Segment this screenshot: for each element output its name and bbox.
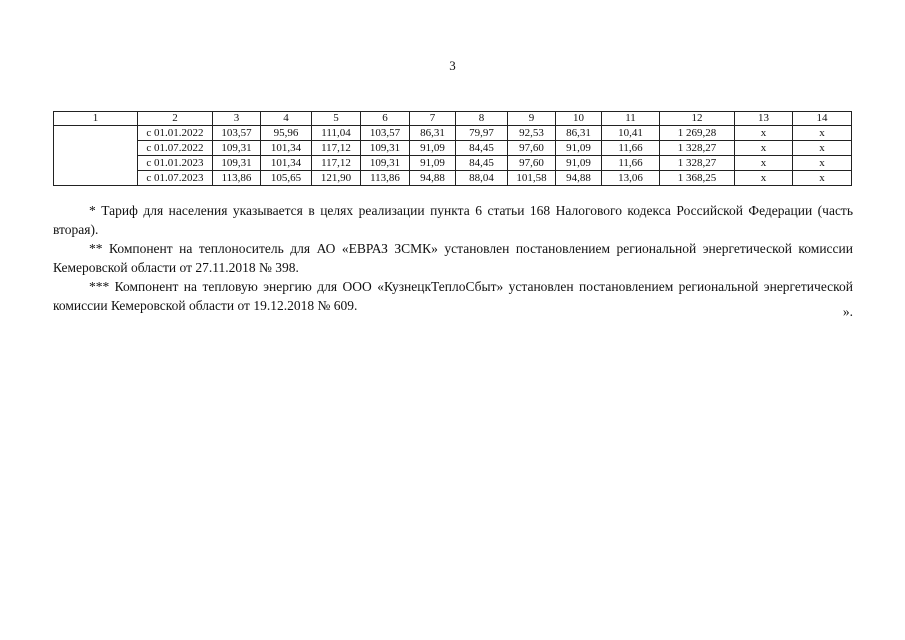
value-cell: 105,65 [261,171,312,186]
period-cell: с 01.07.2023 [138,171,213,186]
header-cell: 8 [456,112,508,126]
value-cell: 86,31 [556,126,602,141]
value-cell: 101,58 [508,171,556,186]
value-cell: 1 269,28 [660,126,735,141]
value-cell: 103,57 [361,126,410,141]
page-number: 3 [449,58,456,73]
value-cell: 109,31 [213,156,261,171]
period-cell: с 01.01.2022 [138,126,213,141]
value-cell: 95,96 [261,126,312,141]
value-cell: 84,45 [456,141,508,156]
value-cell: 91,09 [556,141,602,156]
footnote-2: ** Компонент на теплоноситель для АО «ЕВРАЗ ЗСМК» установлен постановлением региональной энергетической комиссии Кемеровской области от 27.11.2018 № 398. [53,241,853,275]
table-row [54,156,852,171]
value-cell: 94,88 [410,171,456,186]
value-cell: 91,09 [556,156,602,171]
value-cell: 86,31 [410,126,456,141]
tariff-table [53,111,852,186]
value-cell: 1 368,25 [660,171,735,186]
header-cell: 12 [660,112,735,126]
header-cell: 3 [213,112,261,126]
period-cell: с 01.07.2022 [138,141,213,156]
value-cell: 103,57 [213,126,261,141]
closing-quote-mark: ». [842,304,853,319]
footnote-3: *** Компонент на тепловую энергию для ООО «КузнецкТеплоСбыт» установлен постановлением региональной энергетической комиссии Кемеровской области от 19.12.2018 № 609. [53,279,853,313]
value-cell: 1 328,27 [660,141,735,156]
value-cell: 92,53 [508,126,556,141]
value-cell: x [793,141,852,156]
value-cell: 91,09 [410,156,456,171]
header-cell: 11 [602,112,660,126]
header-cell: 4 [261,112,312,126]
value-cell: x [735,141,793,156]
value-cell: x [735,171,793,186]
value-cell: 109,31 [361,141,410,156]
value-cell: x [735,126,793,141]
value-cell: 11,66 [602,156,660,171]
value-cell: x [793,156,852,171]
table-row [54,141,852,156]
header-cell: 14 [793,112,852,126]
value-cell: 11,66 [602,141,660,156]
value-cell: x [793,126,852,141]
value-cell: 101,34 [261,141,312,156]
value-cell: 113,86 [213,171,261,186]
value-cell: 117,12 [312,141,361,156]
table-header-row [54,112,852,126]
header-cell: 5 [312,112,361,126]
value-cell: 101,34 [261,156,312,171]
value-cell: 1 328,27 [660,156,735,171]
period-cell: с 01.01.2023 [138,156,213,171]
value-cell: 91,09 [410,141,456,156]
merged-empty-cell [54,126,138,186]
value-cell: 109,31 [213,141,261,156]
value-cell: 97,60 [508,141,556,156]
header-cell: 7 [410,112,456,126]
value-cell: 88,04 [456,171,508,186]
value-cell: 121,90 [312,171,361,186]
value-cell: x [793,171,852,186]
value-cell: 117,12 [312,156,361,171]
header-cell: 6 [361,112,410,126]
value-cell: 109,31 [361,156,410,171]
value-cell: 84,45 [456,156,508,171]
value-cell: 97,60 [508,156,556,171]
header-cell: 2 [138,112,213,126]
value-cell: 94,88 [556,171,602,186]
header-cell: 10 [556,112,602,126]
header-cell: 1 [54,112,138,126]
value-cell: x [735,156,793,171]
header-cell: 9 [508,112,556,126]
value-cell: 79,97 [456,126,508,141]
table-row [54,171,852,186]
table-row [54,126,852,141]
value-cell: 111,04 [312,126,361,141]
value-cell: 13,06 [602,171,660,186]
value-cell: 113,86 [361,171,410,186]
footnotes [53,201,853,315]
value-cell: 10,41 [602,126,660,141]
header-cell: 13 [735,112,793,126]
footnote-1: * Тариф для населения указывается в целях реализации пункта 6 статьи 168 Налогового кодекса Российской Федерации (часть вторая). [53,203,853,237]
